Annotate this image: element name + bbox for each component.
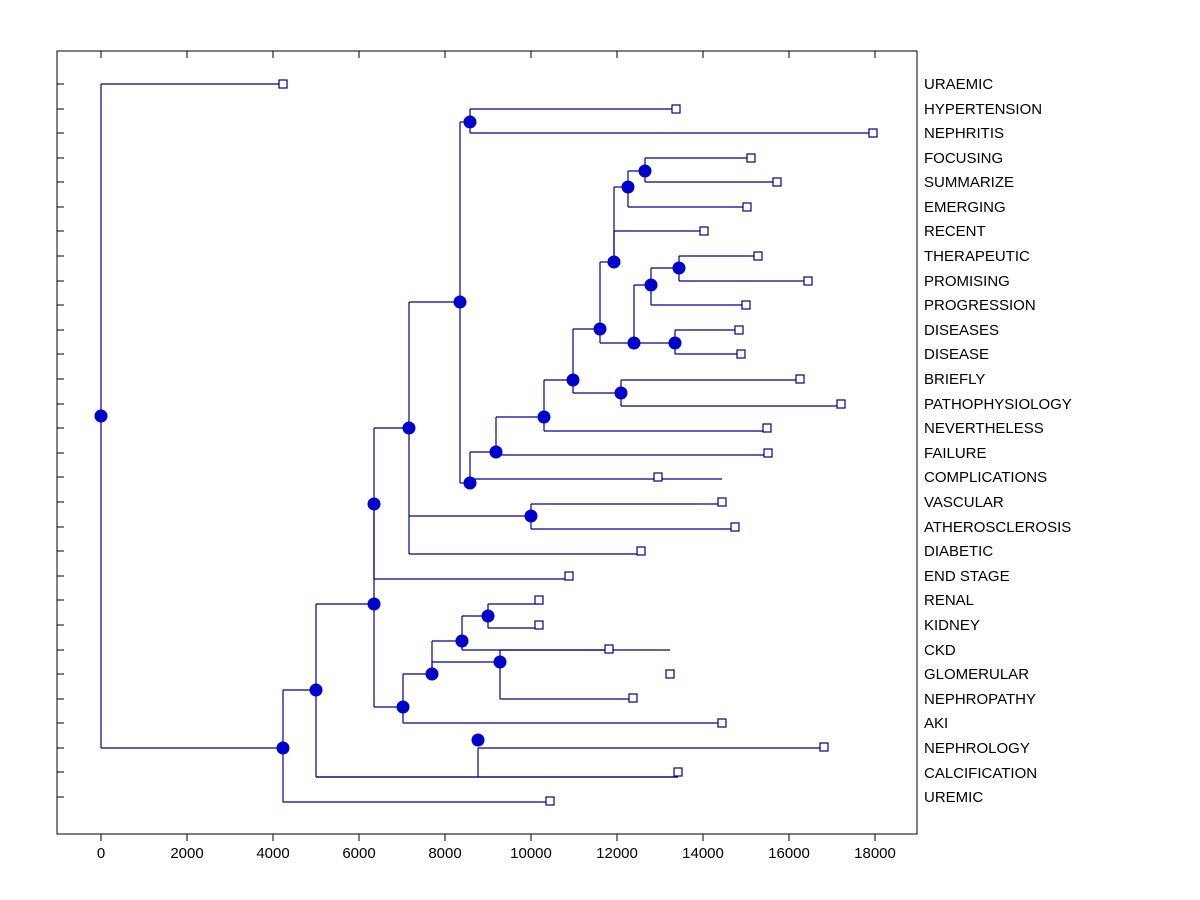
leaf-label: NEPHROLOGY	[924, 740, 1030, 757]
leaf-label: ATHEROSCLEROSIS	[924, 519, 1072, 536]
leaf-label: VASCULAR	[924, 494, 1004, 511]
leaf-label: PATHOPHYSIOLOGY	[924, 396, 1072, 413]
dendrogram-links	[101, 84, 873, 802]
x-axis-tick-label: 0	[96, 845, 106, 862]
leaf-label: URAEMIC	[924, 76, 994, 93]
leaf-label: RECENT	[924, 223, 986, 240]
leaf-label: CKD	[924, 642, 956, 659]
x-axis-tick-label: 12000	[596, 845, 638, 862]
leaf-markers	[279, 80, 877, 805]
leaf-label: EMERGING	[924, 199, 1006, 216]
leaf-label: UREMIC	[924, 789, 984, 806]
x-axis-tick-label: 16000	[768, 845, 810, 862]
left-axis-ticks	[57, 84, 64, 797]
x-axis-tick-label: 4000	[256, 845, 290, 862]
leaf-label: NEPHRITIS	[924, 125, 1005, 142]
x-axis-tick-label: 8000	[428, 845, 462, 862]
leaf-label: SUMMARIZE	[924, 174, 1014, 191]
leaf-label: THERAPEUTIC	[924, 248, 1030, 265]
x-axis-tick-label: 2000	[170, 845, 204, 862]
leaf-label: HYPERTENSION	[924, 101, 1043, 118]
leaf-label: GLOMERULAR	[924, 666, 1030, 683]
leaf-label: BRIEFLY	[924, 371, 986, 388]
top-axis-ticks	[101, 51, 875, 58]
leaf-label: KIDNEY	[924, 617, 980, 634]
plot-frame	[57, 51, 917, 834]
leaf-label: FAILURE	[924, 445, 987, 462]
leaf-label: AKI	[924, 715, 949, 732]
leaf-label: FOCUSING	[924, 150, 1004, 167]
merge-node-markers	[95, 116, 685, 754]
leaf-label: DISEASES	[924, 322, 1000, 339]
leaf-label: RENAL	[924, 592, 975, 609]
leaf-label: PROMISING	[924, 273, 1010, 290]
bottom-axis-ticks	[101, 834, 875, 841]
x-axis-tick-label: 6000	[342, 845, 376, 862]
leaf-label: DISEASE	[924, 346, 990, 363]
leaf-label: NEVERTHELESS	[924, 420, 1044, 437]
x-axis-tick-label: 10000	[510, 845, 552, 862]
leaf-label: CALCIFICATION	[924, 765, 1038, 782]
x-axis-tick-label: 14000	[682, 845, 724, 862]
leaf-label: DIABETIC	[924, 543, 994, 560]
leaf-label: END STAGE	[924, 568, 1010, 585]
leaf-label: NEPHROPATHY	[924, 691, 1036, 708]
leaf-label: COMPLICATIONS	[924, 469, 1048, 486]
leaf-label: PROGRESSION	[924, 297, 1036, 314]
x-axis-tick-label: 18000	[854, 845, 896, 862]
